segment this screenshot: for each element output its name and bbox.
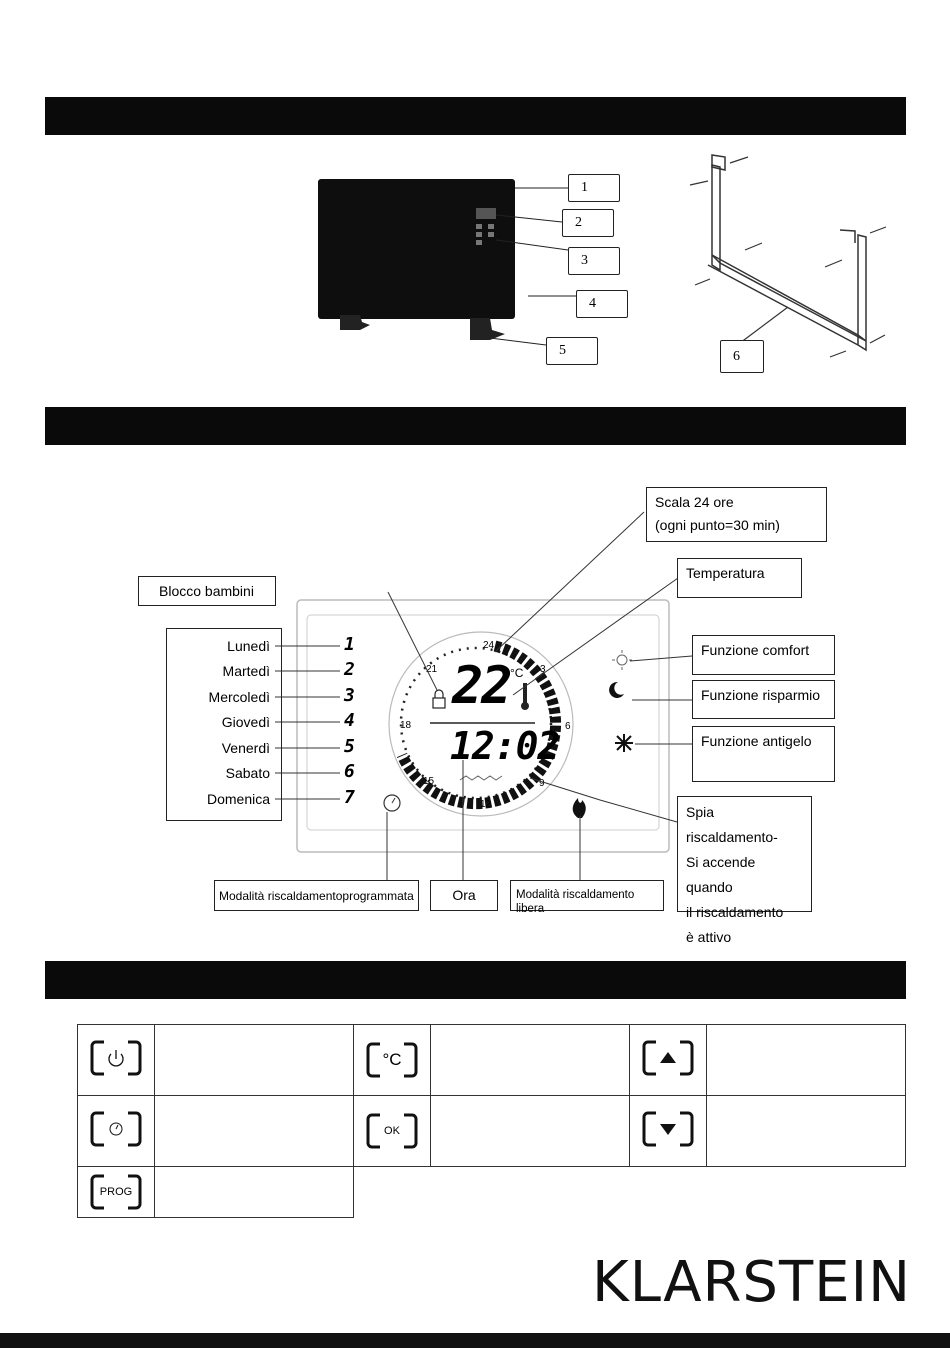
key-power-cell [78, 1025, 155, 1096]
heating-light-line1: Spia riscaldamento- [686, 804, 778, 845]
callout-programmed-mode: Modalità riscaldamentoprogrammata [214, 880, 419, 911]
dial-label-24: 24 [483, 640, 495, 651]
callout-child-lock: Blocco bambini [138, 576, 276, 606]
section-bar-2 [45, 407, 906, 445]
callout-antifreeze: Funzione antigelo [692, 726, 835, 782]
day-wednesday: Mercoledì [208, 689, 270, 705]
day-sunday: Domenica [206, 791, 270, 807]
key-temp-desc [431, 1025, 630, 1096]
key-prog-desc [155, 1167, 354, 1218]
lcd-clock: 12:02 [450, 724, 560, 768]
callout-economy: Funzione risparmio [692, 680, 835, 719]
key-temp-cell [354, 1025, 431, 1096]
section-bar-3 [45, 961, 906, 999]
day-number-5: 5 [344, 736, 355, 757]
day-number-3: 3 [344, 685, 355, 706]
part-label-5: 5 [546, 337, 598, 365]
heating-light-line2: Si accende quando [686, 854, 756, 895]
ok-key[interactable] [368, 1114, 416, 1148]
dial-label-6: 6 [565, 721, 571, 732]
dial-label-3: 3 [540, 664, 546, 675]
day-saturday: Sabato [225, 765, 270, 781]
day-monday: Lunedì [227, 638, 270, 654]
day-number-4: 4 [344, 710, 355, 731]
heating-light-line4: è attivo [686, 929, 732, 945]
keys-table [77, 1024, 906, 1218]
key-up-cell [630, 1025, 707, 1096]
ok-key-label: OK [384, 1125, 400, 1137]
day-number-1: 1 [344, 634, 355, 655]
empty-cell [354, 1167, 906, 1218]
day-tuesday: Martedì [222, 663, 270, 679]
callout-time: Ora [430, 880, 498, 911]
temp-key[interactable] [368, 1043, 416, 1077]
triangle-up-icon[interactable] [642, 1039, 694, 1077]
callout-temperature: Temperatura [677, 558, 802, 598]
callout-scale-line1: Scala 24 ore [655, 494, 734, 510]
key-timer-cell [78, 1096, 155, 1167]
prog-key-label: PROG [99, 1186, 133, 1198]
day-thursday: Giovedì [221, 714, 270, 730]
prog-key[interactable] [92, 1175, 140, 1209]
part-label-1: 1 [568, 174, 620, 202]
lcd-temperature: 22 [452, 656, 511, 716]
key-timer-desc [155, 1096, 354, 1167]
brand-logo: KLARSTEIN [592, 1250, 911, 1315]
key-up-desc [707, 1025, 906, 1096]
key-prog-cell [78, 1167, 155, 1218]
day-number-6: 6 [344, 761, 355, 782]
key-ok-desc [431, 1096, 630, 1167]
dial-label-12: 12 [480, 799, 492, 810]
dial-label-9: 9 [539, 778, 545, 789]
day-number-2: 2 [344, 659, 355, 680]
wall-bracket-illustration [680, 145, 890, 375]
part-label-6: 6 [720, 340, 764, 373]
dial-label-21: 21 [426, 664, 438, 675]
triangle-down-icon[interactable] [642, 1110, 694, 1148]
day-number-7: 7 [344, 787, 355, 808]
dial-label-15: 15 [423, 776, 435, 787]
day-friday: Venerdì [221, 740, 270, 756]
temp-key-label: °C [382, 1050, 402, 1069]
heating-light-line3: il riscaldamento [686, 904, 784, 920]
callout-scale [646, 487, 827, 542]
section-bar-1 [45, 97, 906, 135]
callout-free-mode: Modalità riscaldamento libera [510, 880, 664, 911]
power-icon[interactable] [90, 1039, 142, 1077]
key-down-desc [707, 1096, 906, 1167]
key-power-desc [155, 1025, 354, 1096]
timer-icon[interactable] [90, 1110, 142, 1148]
part-label-4: 4 [576, 290, 628, 318]
callout-scale-line2: (ogni punto=30 min) [655, 516, 780, 533]
footer-bar [0, 1333, 950, 1348]
key-down-cell [630, 1096, 707, 1167]
part-label-2: 2 [562, 209, 614, 237]
lcd-unit: °C [510, 666, 524, 680]
callout-heating-light [677, 796, 812, 945]
dial-label-18: 18 [400, 720, 412, 731]
callout-comfort: Funzione comfort [692, 635, 835, 675]
key-ok-cell [354, 1096, 431, 1167]
part-label-3: 3 [568, 247, 620, 275]
